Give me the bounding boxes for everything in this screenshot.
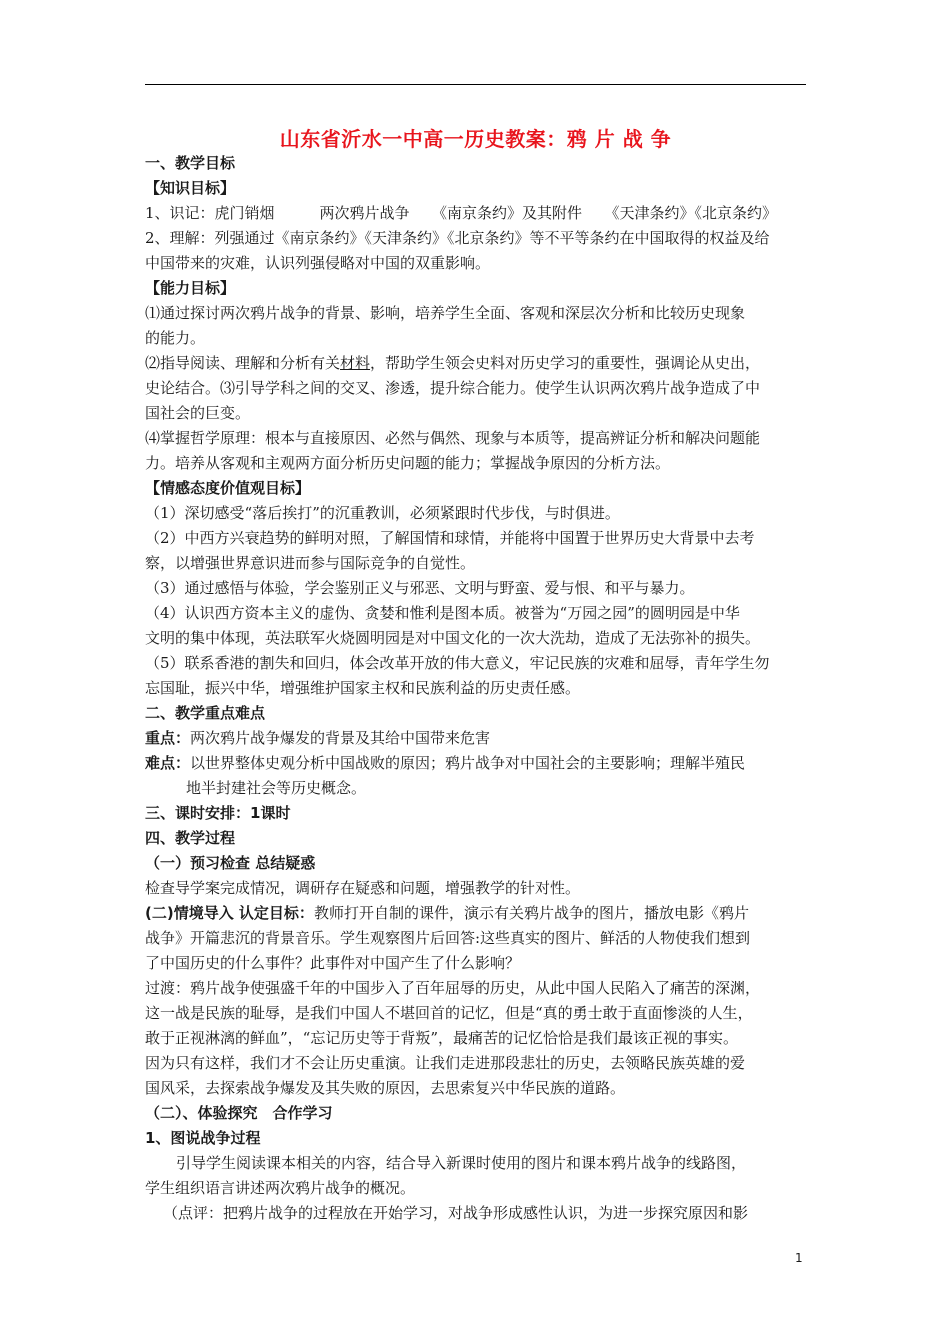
subsection-heading: (二)情境导入 认定目标： bbox=[145, 904, 314, 922]
paragraph-line bbox=[145, 753, 745, 773]
paragraph-line bbox=[145, 903, 749, 923]
paragraph-line: 检查导学案完成情况，调研存在疑惑和问题，增强教学的针对性。 bbox=[145, 879, 581, 897]
paragraph-line: 地半封建社会等历史概念。 bbox=[186, 779, 367, 797]
page-number: 1 bbox=[795, 1251, 803, 1265]
paragraph-line: 国社会的巨变。 bbox=[145, 404, 251, 422]
ability-goal-heading: 【能力目标】 bbox=[145, 279, 236, 297]
paragraph-line: 国风采，去探索战争爆发及其失败的原因，去思索复兴中华民族的道路。 bbox=[145, 1079, 626, 1097]
difficulty-label: 难点： bbox=[145, 754, 191, 772]
knowledge-goal-heading: 【知识目标】 bbox=[145, 179, 236, 197]
paragraph-line: 1、识记：虎门销烟 两次鸦片战争 《南京条约》及其附件 《天津条约》《北京条约》 bbox=[145, 204, 778, 222]
paragraph-line: （4）认识西方资本主义的虚伪、贪婪和惟利是图本质。被誉为“万园之园”的圆明园是中华 bbox=[145, 604, 740, 622]
paragraph-line: 史论结合。⑶引导学科之间的交叉、渗透，提升综合能力。使学生认识两次鸦片战争造成了中 bbox=[145, 379, 761, 397]
section-heading-objectives: 一、教学目标 bbox=[145, 154, 236, 172]
paragraph-line: 忘国耻，振兴中华，增强维护国家主权和民族利益的历史责任感。 bbox=[145, 679, 581, 697]
paragraph-line: 察，以增强世界意识进而参与国际竞争的自觉性。 bbox=[145, 554, 476, 572]
paragraph-line: 力。培养从客观和主观两方面分析历史问题的能力；掌握战争原因的分析方法。 bbox=[145, 454, 671, 472]
paragraph-line: （3）通过感悟与体验，学会鉴别正义与邪恶、文明与野蛮、爱与恨、和平与暴力。 bbox=[145, 579, 695, 597]
paragraph-line bbox=[145, 353, 760, 373]
section-heading-process: 四、教学过程 bbox=[145, 829, 236, 847]
line-text: 教师打开自制的课件，演示有关鸦片战争的图片，播放电影《鸦片 bbox=[313, 904, 749, 922]
paragraph-line: ⑴通过探讨两次鸦片战争的背景、影响，培养学生全面、客观和深层次分析和比较历史现象 bbox=[145, 304, 746, 322]
document-title: 山东省沂水一中高一历史教案：鸦 片 战 争 bbox=[279, 127, 672, 151]
line-text: ，帮助学生领会史料对历史学习的重要性，强调论从史出， bbox=[370, 354, 761, 372]
paragraph-line: （2）中西方兴衰趋势的鲜明对照，了解国情和球情，并能将中国置于世界历史大背景中去考 bbox=[145, 529, 755, 547]
paragraph-line: 过渡：鸦片战争使强盛千年的中国步入了百年屈辱的历史，从此中国人民陷入了痛苦的深渊， bbox=[145, 979, 761, 997]
paragraph-line: 战争》开篇悲沉的背景音乐。学生观察图片后回答:这些真实的图片、鲜活的人物使我们想到 bbox=[145, 929, 751, 947]
paragraph-line: 2、理解：列强通过《南京条约》《天津条约》《北京条约》等不平等条约在中国取得的权益及给 bbox=[145, 229, 770, 247]
paragraph-line: （5）联系香港的割失和回归，体会改革开放的伟大意义，牢记民族的灾难和屈辱，青年学生勿 bbox=[145, 654, 770, 672]
paragraph-line bbox=[145, 728, 490, 748]
section-heading-key-points: 二、教学重点难点 bbox=[145, 704, 266, 722]
paragraph-line: 这一战是民族的耻辱，是我们中国人不堪回首的记忆，但是“真的勇士敢于直面惨淡的人生， bbox=[145, 1004, 753, 1022]
header-rule bbox=[145, 84, 806, 85]
paragraph-line: 的能力。 bbox=[145, 329, 206, 347]
materials-link[interactable]: 材料 bbox=[340, 354, 371, 372]
line-text: ⑵指导阅读、理解和分析有关 bbox=[145, 354, 341, 372]
line-text: 两次鸦片战争爆发的背景及其给中国带来危害 bbox=[190, 729, 491, 747]
paragraph-line: 因为只有这样，我们才不会让历史重演。让我们走进那段悲壮的历史，去领略民族英雄的爱 bbox=[145, 1054, 746, 1072]
emotion-goal-heading: 【情感态度价值观目标】 bbox=[145, 479, 311, 497]
key-point-label: 重点： bbox=[145, 729, 191, 747]
subsection-heading: （二）、体验探究 合作学习 bbox=[145, 1104, 333, 1122]
paragraph-line: （1）深切感受“落后挨打”的沉重教训，必须紧跟时代步伐，与时俱进。 bbox=[145, 504, 620, 522]
paragraph-line: 文明的集中体现，英法联军火烧圆明园是对中国文化的一次大洗劫，造成了无法弥补的损失。 bbox=[145, 629, 761, 647]
subsection-heading: 1、图说战争过程 bbox=[145, 1129, 261, 1147]
paragraph-line: ⑷掌握哲学原理：根本与直接原因、必然与偶然、现象与本质等，提高辨证分析和解决问题能 bbox=[145, 429, 761, 447]
paragraph-line: （点评：把鸦片战争的过程放在开始学习，对战争形成感性认识，为进一步探究原因和影 bbox=[163, 1204, 749, 1222]
paragraph-line: 了中国历史的什么事件？此事件对中国产生了什么影响？ bbox=[145, 954, 521, 972]
line-text: 以世界整体史观分析中国战败的原因；鸦片战争对中国社会的主要影响；理解半殖民 bbox=[190, 754, 746, 772]
paragraph-line: 引导学生阅读课本相关的内容，结合导入新课时使用的图片和课本鸦片战争的线路图， bbox=[176, 1154, 747, 1172]
paragraph-line: 中国带来的灾难，认识列强侵略对中国的双重影响。 bbox=[145, 254, 491, 272]
section-heading-schedule: 三、课时安排：1课时 bbox=[145, 804, 291, 822]
paragraph-line: 学生组织语言讲述两次鸦片战争的概况。 bbox=[145, 1179, 416, 1197]
paragraph-line: 敢于正视淋漓的鲜血”，“忘记历史等于背叛”，最痛苦的记忆恰恰是我们最该正视的事实。 bbox=[145, 1029, 739, 1047]
subsection-heading: （一）预习检查 总结疑惑 bbox=[145, 854, 316, 872]
